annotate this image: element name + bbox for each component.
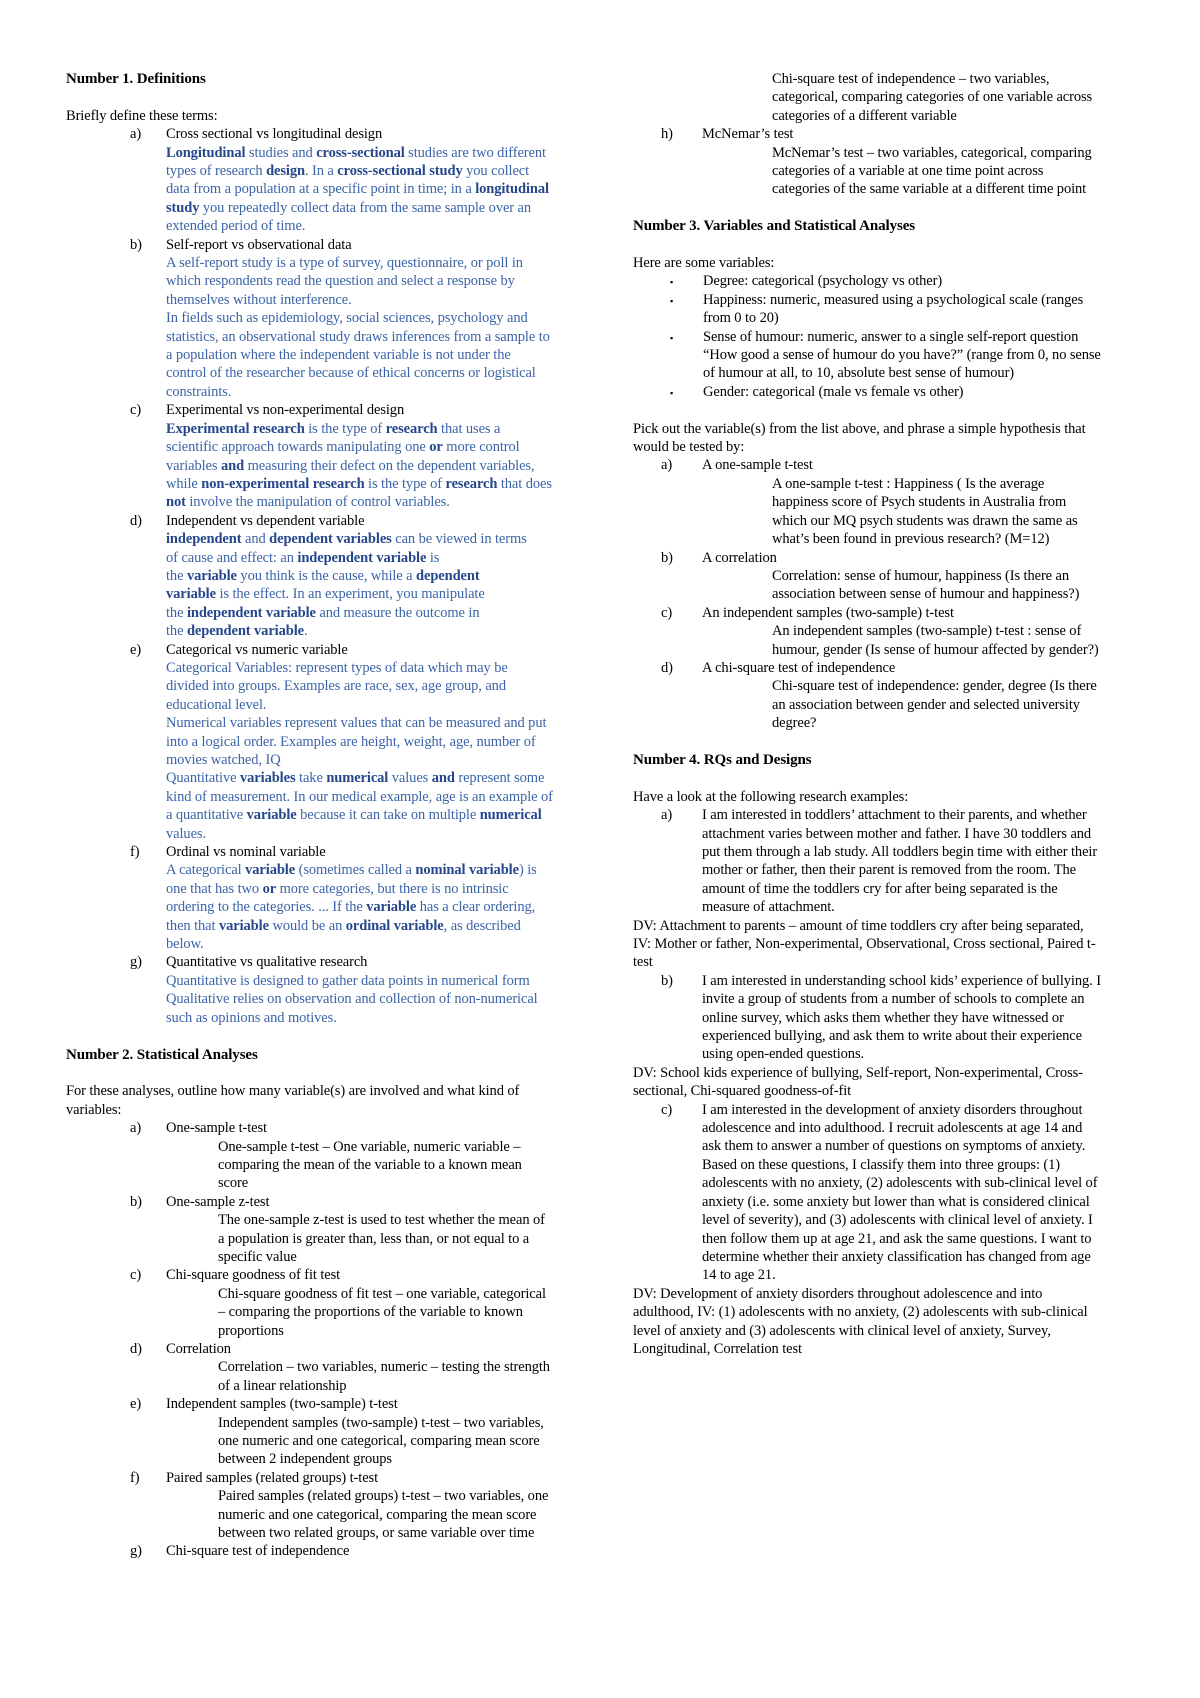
bold-text: variable	[366, 899, 417, 916]
answer-text: Paired samples (related groups) t-test – two variables, one numeric and one categorical, comparing the mean score between two related groups, or same variable over time	[218, 1488, 549, 1542]
bold-text: Experimental research	[166, 420, 305, 437]
bullet-text: Sense of humour: numeric, answer to a single self-report question “How good a sense of humour do you have?” (range from 0, no sense of humour at all, to 10, absolute best sense of humour)	[703, 328, 1101, 382]
bullet-icon: ▪	[670, 332, 674, 343]
list-item-title: I am interested in toddlers’ attachment to their parents, and whether attachment varies between mother and father. I have 30 toddlers and put them through a lab study. All toddlers begin time with either their mother or father, then their parent is removed from the room. The amount of time the toddlers cry for after being separated is the measure of attachment.	[702, 807, 1098, 916]
bullet-text: Happiness: numeric, measured using a psychological scale (ranges from 0 to 20)	[703, 291, 1084, 327]
list-item	[66, 125, 554, 143]
bold-text: variable	[246, 807, 297, 824]
list-item-label: d)	[130, 512, 142, 529]
bold-text: and	[431, 770, 455, 787]
list-item-label: b)	[661, 549, 673, 566]
bold-text: variable	[245, 862, 296, 879]
dv-line: DV: School kids experience of bullying, Self-report, Non-experimental, Cross-sectional, Chi-squared goodness-of-fit	[633, 1064, 1083, 1100]
list-item	[633, 549, 1101, 567]
list-item-title: I am interested in the development of anxiety disorders throughout adolescence and into adulthood. I recruit adolescents at age 14 and ask them to answer a number of questions on symptoms of anxiety. Based on these questions, I classify them into three groups: (1) adolescents with no anxiety, (2) adolescents with sub-clinical level of anxiety (i.e. some anxiety but lower than what is considered clinical level of severity), and (3) adolescents with clinical level of anxiety. I then follow them up at age 21, and ask the same questions. I want to determine whether their anxiety classification has changed from age 14 to age 21.	[702, 1101, 1098, 1284]
bullet-icon: ▪	[670, 295, 674, 306]
list-item-label: h)	[661, 126, 673, 143]
list-item-label: g)	[130, 954, 142, 971]
right-column	[633, 70, 1101, 1358]
bold-text: ordinal variable	[345, 917, 444, 934]
list-item-title: Chi-square goodness of fit test	[166, 1267, 341, 1284]
list-item	[66, 1340, 554, 1358]
bold-text: numerical	[479, 807, 542, 824]
list-item-title: Cross sectional vs longitudinal design	[166, 126, 383, 143]
answer-text: McNemar’s test – two variables, categorical, comparing categories of a variable at one time point across categories of the same variable at a different time point	[772, 144, 1092, 198]
list-item	[633, 604, 1101, 622]
list-item-label: b)	[130, 236, 142, 253]
intro-paragraph: For these analyses, outline how many variable(s) are involved and what kind of variables:	[66, 1083, 520, 1118]
bold-text: independent variable	[297, 549, 427, 566]
bold-text: research	[385, 420, 438, 437]
bold-text: dependent variables	[269, 531, 392, 548]
list-item-title: Self-report vs observational data	[166, 236, 352, 253]
bullet-icon: ▪	[670, 387, 674, 398]
intro-paragraph: Briefly define these terms:	[66, 107, 218, 124]
spacer	[633, 199, 1101, 217]
answer-text: One-sample t-test – One variable, numeric variable – comparing the mean of the variable to a known mean score	[218, 1138, 522, 1192]
intro-paragraph: Have a look at the following research examples:	[633, 788, 909, 805]
spacer	[633, 769, 1101, 787]
spacer	[633, 236, 1101, 254]
answer-text: A categorical variable (sometimes called a nominal variable) is one that has two or more categories, but there is no intrinsic ordering to the categories. ... If the variable has a clear ordering, then that variable would be an ordinal variable, as described below.	[166, 862, 537, 953]
answer-text: independent and dependent variables can be viewed in terms of cause and effect: an independent variable is the variable you think is the cause, while a dependent variable is the effect. In an experiment, you manipulate the independent variable and measure the outcome in the dependent variable.	[166, 531, 527, 640]
bold-text: numerical	[326, 770, 389, 787]
list-item	[633, 659, 1101, 677]
left-column	[66, 70, 554, 1561]
list-item-title: Experimental vs non-experimental design	[166, 402, 405, 419]
answer-text: Correlation: sense of humour, happiness (Is there an association between sense of humour and happiness?)	[772, 567, 1080, 603]
list-item	[66, 1469, 554, 1487]
list-item-label: b)	[661, 972, 673, 989]
list-item-title: Ordinal vs nominal variable	[166, 844, 326, 861]
section-heading: Number 2. Statistical Analyses	[66, 1046, 258, 1063]
list-item-title: I am interested in understanding school kids’ experience of bullying. I invite a group of students from a number of schools to complete an online survey, which asks them whether they have witnessed or experienced bullying, and ask them to write about their experience using open-ended questions.	[702, 972, 1101, 1063]
list-item-title: Paired samples (related groups) t-test	[166, 1469, 379, 1486]
list-item-label: c)	[130, 402, 142, 419]
spacer	[66, 1027, 554, 1045]
list-item-title: Independent samples (two-sample) t-test	[166, 1396, 398, 1413]
section-heading: Number 4. RQs and Designs	[633, 751, 812, 768]
bold-text: dependent	[416, 567, 480, 584]
list-item-label: c)	[130, 1267, 142, 1284]
list-item	[633, 806, 1101, 916]
answer-text: Quantitative is designed to gather data points in numerical form	[166, 972, 530, 989]
list-item	[66, 843, 554, 861]
list-item	[66, 1119, 554, 1137]
list-item-label: a)	[661, 457, 673, 474]
list-item	[66, 512, 554, 530]
bold-text: cross-sectional	[316, 144, 405, 161]
list-item-label: f)	[130, 1469, 140, 1486]
list-item-title: An independent samples (two-sample) t-test	[702, 604, 954, 621]
list-item-label: a)	[661, 807, 673, 824]
bullet-item	[633, 383, 1101, 401]
list-item-title: A chi-square test of independence	[702, 659, 896, 676]
spacer	[633, 401, 1101, 419]
answer-text: Numerical variables represent values that can be measured and put into a logical order. Examples are height, weight, age, number of movies watched, IQ	[166, 715, 547, 769]
list-item-label: d)	[130, 1340, 142, 1357]
list-item	[66, 1542, 554, 1560]
dv-line: DV: Development of anxiety disorders throughout adolescence and into adulthood, IV: (1) adolescents with no anxiety, (2) adolescents with sub-clinical level of anxiety and (3) adolescents with clinical level of anxiety, Survey, Longitudinal, Correlation test	[633, 1285, 1088, 1357]
section-heading: Number 3. Variables and Statistical Analyses	[633, 218, 916, 235]
list-item-title: Correlation	[166, 1340, 231, 1357]
intro-paragraph: Pick out the variable(s) from the list above, and phrase a simple hypothesis that would be tested by:	[633, 420, 1086, 456]
list-item	[66, 1193, 554, 1211]
list-item-title: McNemar’s test	[702, 126, 794, 143]
bold-text: variable	[218, 917, 269, 934]
list-item	[66, 1395, 554, 1413]
list-item	[66, 401, 554, 419]
answer-text: Independent samples (two-sample) t-test – two variables, one numeric and one categorical, comparing mean score between 2 independent groups	[218, 1414, 544, 1468]
list-item-title: Categorical vs numeric variable	[166, 641, 348, 658]
answer-text: A self-report study is a type of survey, questionnaire, or poll in which respondents read the question and select a response by themselves without interference.	[166, 255, 523, 308]
list-item-label: e)	[130, 641, 142, 658]
list-item-label: b)	[130, 1193, 142, 1210]
bold-text: not	[166, 494, 186, 511]
list-item	[66, 236, 554, 254]
answer-text: Chi-square test of independence – two variables, categorical, comparing categories of one variable across categories of a different variable	[772, 71, 1093, 124]
answer-text: Correlation – two variables, numeric – testing the strength of a linear relationship	[218, 1359, 550, 1394]
bold-text: variable	[166, 586, 216, 603]
bold-text: research	[445, 475, 498, 492]
bullet-text: Degree: categorical (psychology vs other)	[703, 273, 943, 290]
list-item-label: g)	[130, 1543, 142, 1560]
list-item-title: One-sample z-test	[166, 1193, 270, 1210]
answer-text: Experimental research is the type of research that uses a scientific approach towards manipulating one or more control variables and measuring their defect on the dependent variables, while non-experimental research is the type of research that does not involve the manipulation of control variables.	[166, 420, 552, 511]
bold-text: longitudinal study	[166, 181, 549, 216]
bold-text: and	[220, 457, 245, 474]
list-item-label: c)	[661, 1101, 673, 1118]
intro-paragraph: Here are some variables:	[633, 255, 775, 272]
list-item-title: Quantitative vs qualitative research	[166, 954, 368, 971]
list-item	[633, 125, 1101, 143]
list-item-title: A one-sample t-test	[702, 457, 813, 474]
list-item-title: Independent vs dependent variable	[166, 512, 365, 529]
bold-text: dependent variable	[186, 623, 304, 640]
answer-text: Chi-square goodness of fit test – one variable, categorical – comparing the proportions of the variable to known proportions	[218, 1285, 546, 1339]
list-item-label: c)	[661, 604, 673, 621]
answer-text: Qualitative relies on observation and collection of non-numerical such as opinions and motives.	[166, 991, 538, 1026]
list-item	[633, 456, 1101, 474]
answer-text: Categorical Variables: represent types of data which may be divided into groups. Examples are race, sex, age group, and educational level.	[166, 659, 508, 713]
bold-text: or	[262, 880, 277, 897]
answer-text: An independent samples (two-sample) t-test : sense of humour, gender (Is sense of humour affected by gender?)	[772, 623, 1099, 658]
answer-text: Chi-square test of independence: gender, degree (Is there an association between gender and selected university degree?	[772, 678, 1097, 732]
answer-text: In fields such as epidemiology, social sciences, psychology and statistics, an observational study draws inferences from a sample to a population where the independent variable is not under the control of the researcher because of ethical concerns or logistical constraints.	[166, 310, 550, 400]
spacer	[633, 733, 1101, 751]
list-item	[633, 972, 1101, 1064]
bullet-item	[633, 328, 1101, 383]
answer-text: The one-sample z-test is used to test whether the mean of a population is greater than, less than, or not equal to a specific value	[218, 1212, 545, 1265]
list-item-title: A correlation	[702, 549, 777, 566]
answer-text: A one-sample t-test : Happiness ( Is the average happiness score of Psych students in Australia from which our MQ psych students was drawn the same as what’s been found in previous research? (M=12)	[772, 475, 1078, 548]
bold-text: variable	[186, 567, 237, 584]
list-item-label: a)	[130, 1120, 142, 1137]
answer-text: Longitudinal studies and cross-sectional studies are two different types of research design. In a cross-sectional study you collect data from a population at a specific point in time; in a longitudinal study you repeatedly collect data from the same sample over an extended period of time.	[166, 144, 549, 235]
bold-text: Longitudinal	[166, 144, 246, 161]
bold-text: independent variable	[186, 604, 316, 621]
list-item	[66, 641, 554, 659]
dv-line: DV: Attachment to parents – amount of time toddlers cry after being separated, IV: Mother or father, Non-experimental, Observational, Cross sectional, Paired t-test	[633, 917, 1096, 971]
spacer	[66, 1064, 554, 1082]
list-item-label: e)	[130, 1396, 142, 1413]
bullet-item	[633, 272, 1101, 290]
list-item	[66, 1266, 554, 1284]
bold-text: independent	[166, 531, 242, 548]
list-item	[633, 1101, 1101, 1285]
bold-text: design	[266, 163, 305, 180]
answer-text: Quantitative variables take numerical values and represent some kind of measurement. In our medical example, age is an example of a quantitative variable because it can take on multiple numerical values.	[166, 770, 553, 842]
section-heading: Number 1. Definitions	[66, 71, 206, 87]
bold-text: non-experimental research	[201, 475, 365, 492]
bold-text: nominal variable	[415, 862, 519, 879]
list-item-title: Chi-square test of independence	[166, 1543, 350, 1560]
bullet-item	[633, 291, 1101, 328]
list-item-label: a)	[130, 126, 142, 143]
list-item	[66, 953, 554, 971]
bold-text: or	[429, 439, 443, 456]
bold-text: cross-sectional study	[337, 163, 463, 180]
list-item-title: One-sample t-test	[166, 1120, 267, 1137]
spacer	[66, 88, 554, 106]
list-item-label: d)	[661, 659, 673, 676]
bullet-text: Gender: categorical (male vs female vs other)	[703, 383, 964, 400]
list-item-label: f)	[130, 844, 140, 861]
bullet-icon: ▪	[670, 277, 674, 288]
bold-text: variables	[240, 770, 296, 787]
